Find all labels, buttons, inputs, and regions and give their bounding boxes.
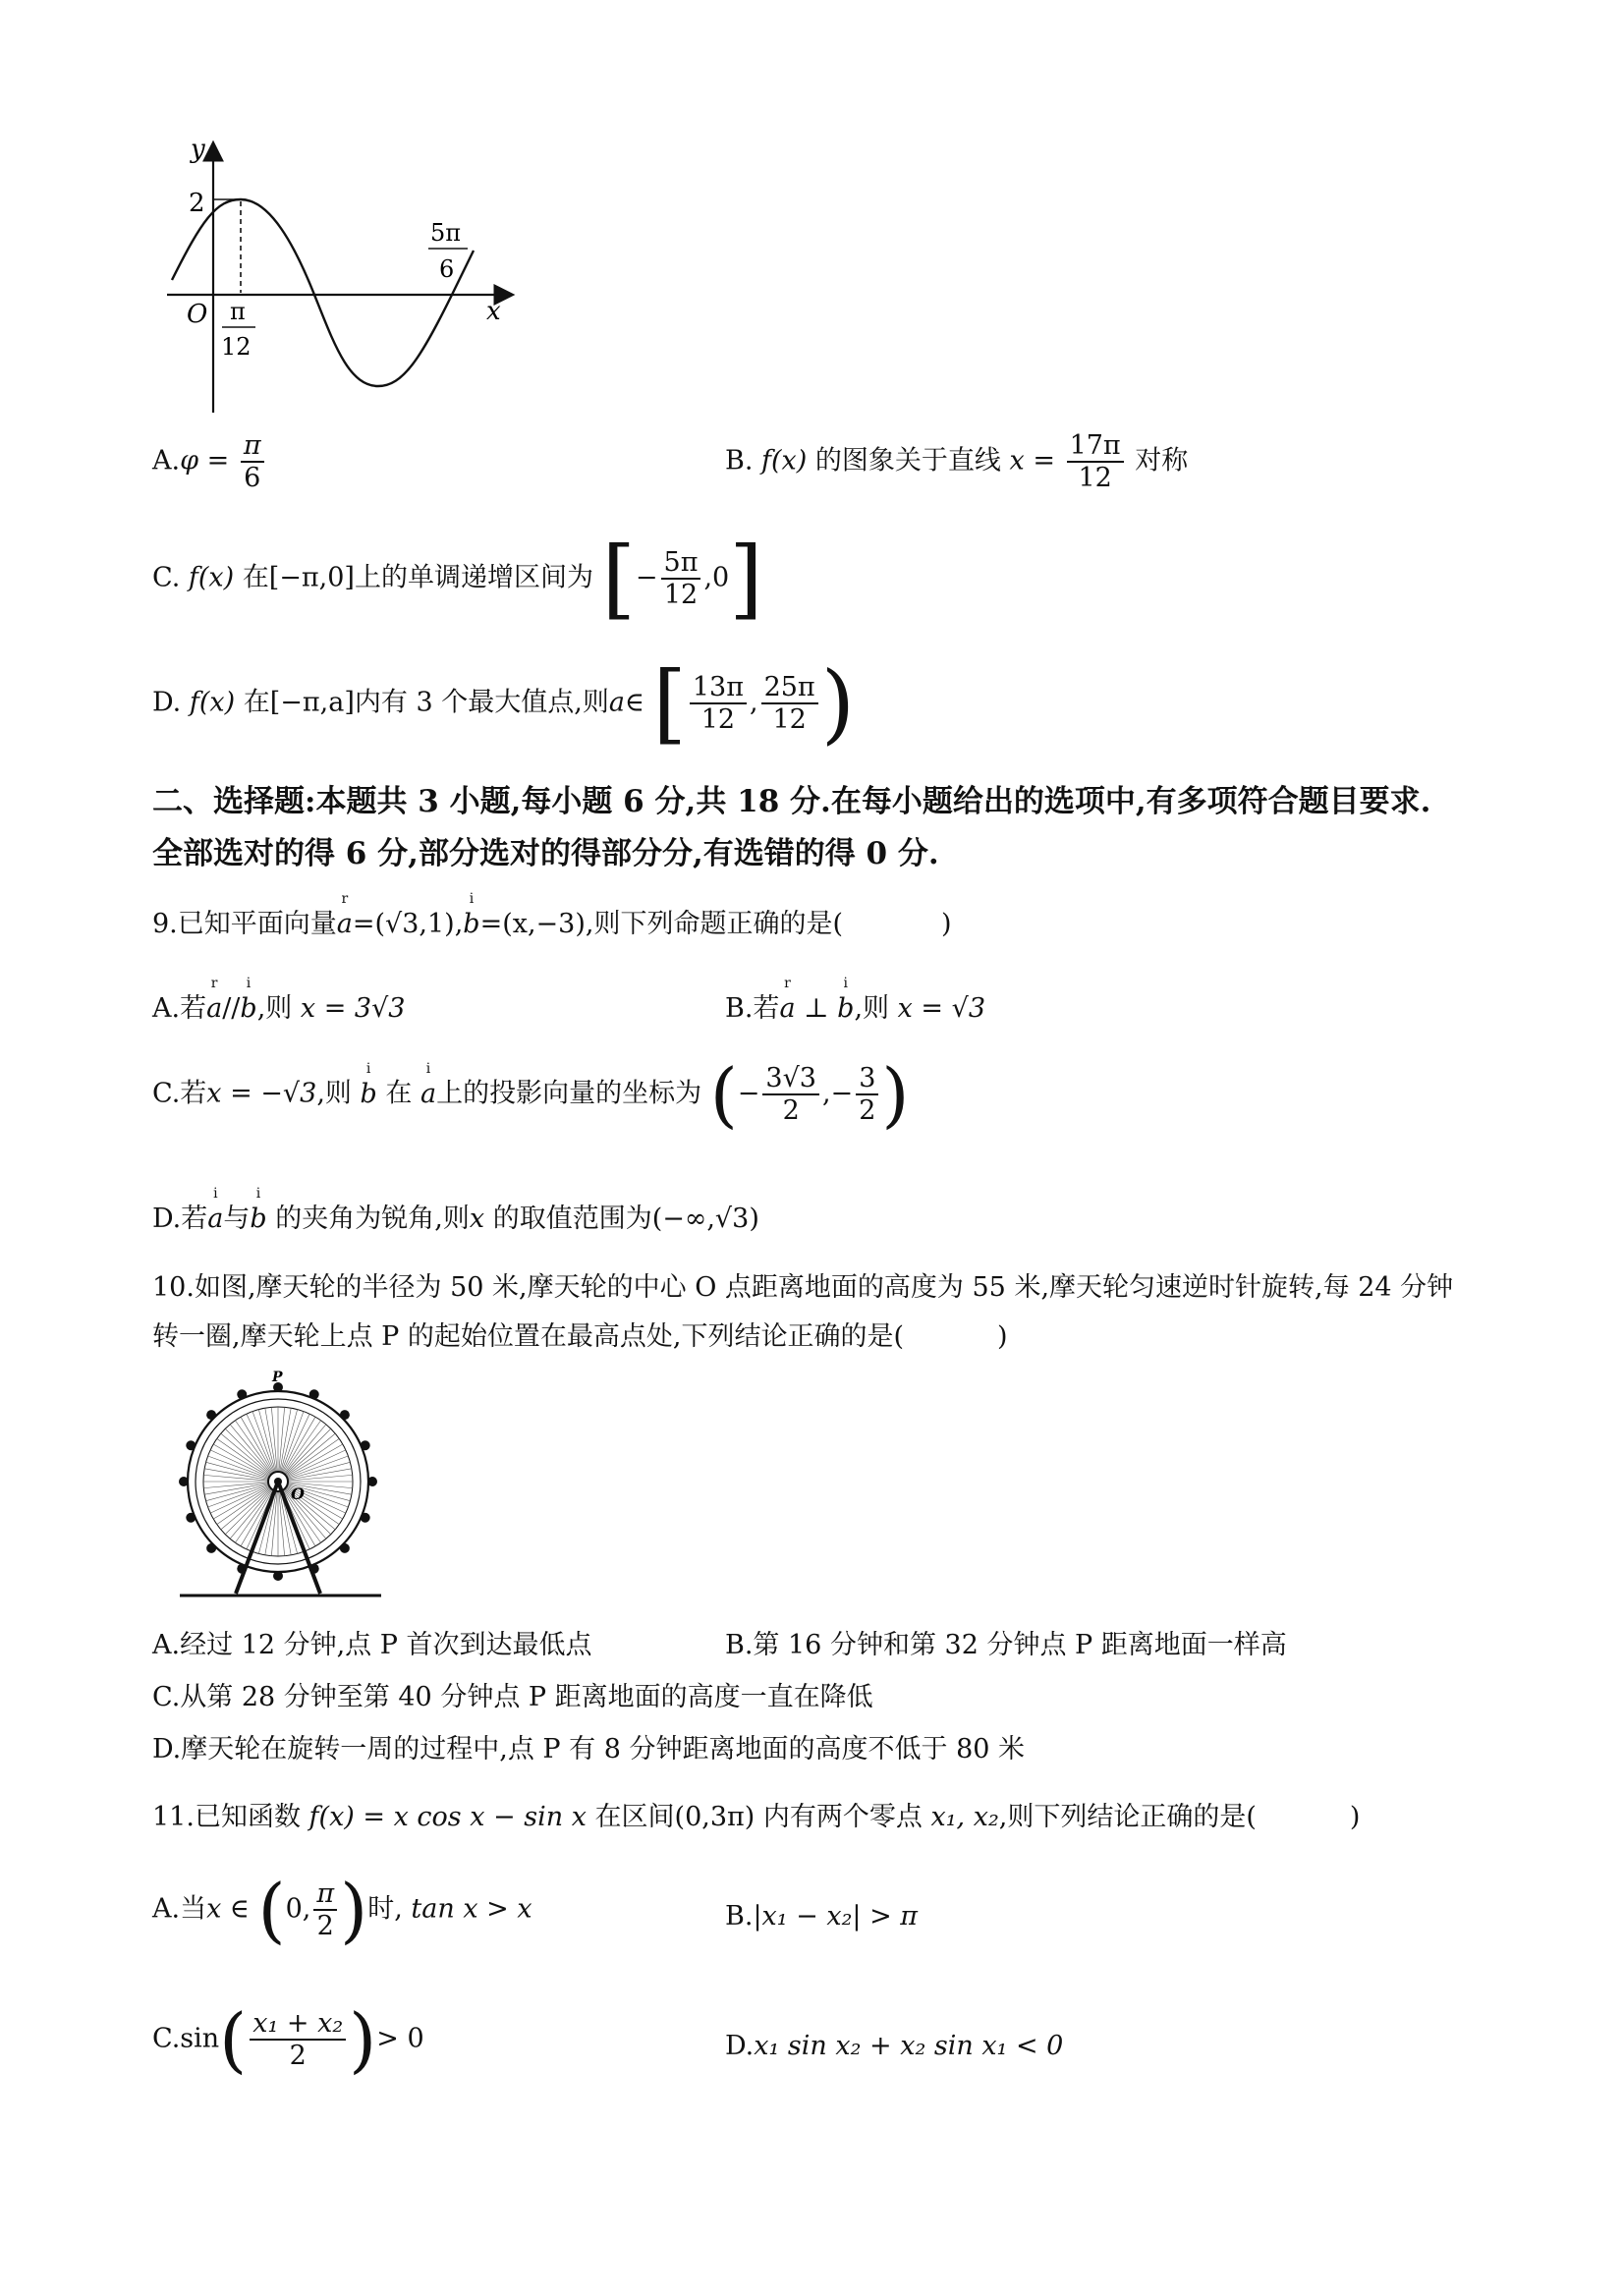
wheel-spoke (210, 1450, 278, 1482)
point-p-label: P (272, 1370, 283, 1385)
wheel-cabin (186, 1513, 196, 1523)
wheel-cabin (361, 1440, 370, 1450)
wheel-cabin (237, 1389, 247, 1399)
q9-option-a: A.若r a//i b,则 x = 3√3 (152, 986, 405, 1025)
q8-option-b: B. f(x) 的图象关于直线 x = $\frac{17\pi}{12}$ 对称 (725, 430, 1189, 494)
q10-stem-line1: 10.如图,摩天轮的半径为 50 米,摩天轮的中心 O 点距离地面的高度为 55 米,摩天轮匀速逆时针旋转,每 24 分钟 (152, 1272, 1454, 1303)
q8-option-a: A.φ = $\frac{\pi}{6}$ (152, 430, 267, 493)
center-o-label: O (291, 1484, 305, 1503)
ferris-wheel-figure (175, 1366, 391, 1611)
q9-option-c: C.若x = −√3,则 i b 在 i a上的投影向量的坐标为 (− $\frac{3√3}{2}$ ,− $\frac{3}{2}$ ) (152, 1059, 909, 1130)
origin-label: O (187, 300, 208, 329)
wheel-cabin (367, 1477, 377, 1486)
q10-stem-line2: 转一圈,摩天轮上点 P 的起始位置在最高点处,下列结论正确的是( ) (152, 1321, 1008, 1352)
q11-option-c: C.sin( $\frac{\text{x₁ + x₂}}{2}$ )> 0 (152, 1998, 424, 2081)
q8-option-c: C. f(x) 在[−π,0]上的单调递增区间为 [− $\frac{5\pi}{12}$ ,0] (152, 528, 763, 629)
sine-curve (172, 199, 474, 386)
section-heading-line2: 全部选对的得 6 分,部分选对的得部分分,有选错的得 0 分. (152, 836, 939, 871)
section-heading-line1: 二、选择题:本题共 3 小题,每小题 6 分,共 18 分.在每小题给出的选项中,有多项符合题目要求. (152, 784, 1431, 819)
wheel-spoke (278, 1450, 346, 1482)
x1-numerator: π (230, 298, 246, 325)
wheel-cabin (361, 1513, 370, 1523)
q11-option-a: A.当x ∈ (0, $\frac{\pi}{2}$ )时, tan x > x (152, 1869, 532, 1951)
sine-graph (157, 133, 531, 418)
q9-stem: 9.已知平面向量r a=(√3,1),i b=(x,−3),则下列命题正确的是( ) (152, 902, 952, 940)
wheel-cabin (179, 1477, 189, 1486)
wheel-cabin (206, 1543, 216, 1553)
x2-denominator: 6 (439, 255, 455, 283)
q10-option-b: B.第 16 分钟和第 32 分钟点 P 距离地面一样高 (725, 1630, 1287, 1660)
q9-option-b: B.若r a ⊥ i b,则 x = √3 (725, 986, 985, 1025)
q10-option-c: C.从第 28 分钟至第 40 分钟点 P 距离地面的高度一直在降低 (152, 1682, 873, 1712)
q11-option-d: D.x₁ sin x₂ + x₂ sin x₁ < 0 (725, 2031, 1064, 2061)
wheel-cabin (309, 1389, 319, 1399)
q11-option-b: B.|x₁ − x₂| > π (725, 1901, 919, 1932)
wheel-cabin (273, 1571, 283, 1581)
q9-option-d: D.若i a与i b 的夹角为锐角,则x 的取值范围为(−∞,√3) (152, 1197, 759, 1235)
wheel-spoke (278, 1414, 309, 1482)
wheel-cabin (340, 1410, 350, 1420)
x1-denominator: 12 (221, 333, 252, 361)
q11-stem: 11.已知函数 f(x) = x cos x − sin x 在区间(0,3π) 内有两个零点 x₁, x₂,则下列结论正确的是( ) (152, 1802, 1361, 1832)
x-axis-label: x (486, 297, 501, 326)
q10-option-d: D.摩天轮在旋转一周的过程中,点 P 有 8 分钟距离地面的高度不低于 80 米 (152, 1734, 1026, 1764)
wheel-cabin (340, 1543, 350, 1553)
y-axis-label: y (191, 135, 205, 164)
x2-numerator: 5π (430, 219, 462, 247)
wheel-cabin (186, 1440, 196, 1450)
q10-option-a: A.经过 12 分钟,点 P 首次到达最低点 (152, 1630, 592, 1660)
wheel-cabin (206, 1410, 216, 1420)
q8-option-d: D. f(x) 在[−π,a]内有 3 个最大值点,则a∈ [ $\frac{13\pi}{12}$ , $\frac{25\pi}{12}$ ) (152, 652, 856, 754)
wheel-spoke (247, 1414, 278, 1482)
y-max-label: 2 (189, 189, 205, 218)
